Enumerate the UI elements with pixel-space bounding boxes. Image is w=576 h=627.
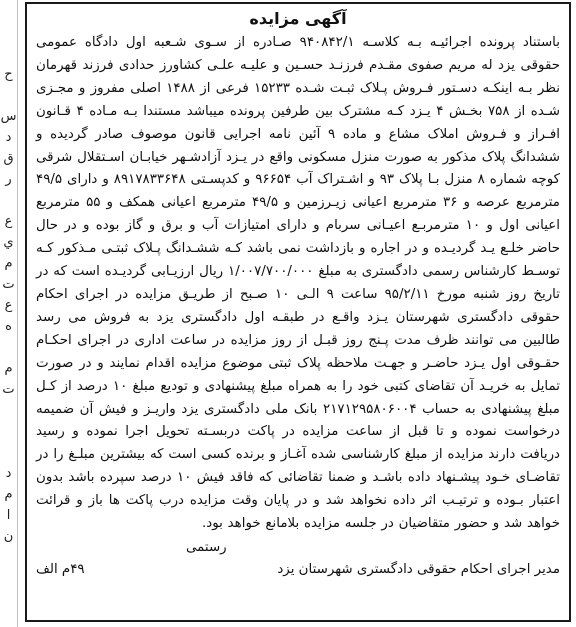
auction-notice [25,2,571,622]
gutter-char: ت [2,277,15,292]
signatory-name-row [36,537,560,560]
reference-code: ۴۹م الف [36,562,85,578]
gutter-char: م [4,487,13,502]
notice-footer [36,537,560,582]
gutter-char: ا [6,508,11,523]
gutter-char: د [5,130,12,145]
signatory-name: رستمی [186,539,227,555]
gutter-char: ي [3,235,14,250]
gutter-char [0,421,17,442]
gutter-char: ن [3,529,14,544]
gutter-char [0,442,17,463]
gutter-char [0,85,17,106]
gutter-char [0,337,17,358]
adjacent-column-edge [0,0,18,627]
gutter-char: ع [4,298,13,313]
notice-title: آگهی مزایده [249,9,347,28]
gutter-char: ح [4,67,13,82]
gutter-char: م [4,256,13,271]
gutter-char: ر [5,172,12,187]
gutter-char: س [0,109,17,124]
gutter-char [0,400,17,421]
signatory-title-row [36,559,560,582]
notice-body: باستناد پرونده اجرائیـه بـه کلاسـه ۹۴۰۸۴۲/۱ صـادره از سـوی شـعبه اول دادگاه عمومی حقوقی یزد له مریم صفوی مقـدم فرزنـد حسـین و علیـه علـی کشاورز حدادی فرزند قهرمان نظر بـه اینکـه دسـتور فـروش پـلاک ثبـت شـده ۱۵۲۳۳ فرعی از ۱۴۸۸ اصلی مفروز و مجـزی شـده از ۷۵۸ بخـش ۴ یـزد کـه مشترک بین طرفین پرونده میباشد مستندا بـه مـاده ۴ قـانون افـراز و فـروش املاک مشاع و ماده ۹ آئین نامه اجرایی قانون موصوف صادر گردیده و ششدانگ پلاک مذکور به صورت منزل مسکونی واقع در یـزد آزادشـهر خیابـان اسـتقلال شرقی کوچه شماره ۸ منزل بـا پلاک ۹۳ و اشـتراک آب ۹۶۶۵۴ و کدپسـتی ۸۹۱۷۸۳۳۶۴۸ و دارای ۴۹/۵ مترمربع عرصه و ۳۶ مترمربع اعیانی زیـرزمین و ۴۹/۵ مترمربع اعیانی همکف و ۵۵ مترمربع اعیانی اول و ۱۰ مترمربـع اعیـانی سربام و دارای امتیازات آب و برق و گاز بوده و در حال حاضر خلـع یـد گردیـده و در اجاره و بازداشت نمی باشد کـه ششـدانگ پـلاک ثبتـی مـذکور کـه توسـط کارشناس رسمی دادگستری به مبلغ ۱/۰۰۷/۷۰۰/۰۰۰ ریال ارزیـابی گردیـده است که در تاریخ روز شنبه مورخ ۹۵/۲/۱۱ ساعت ۹ الـی ۱۰ صـبح از طریـق مزایده در اجرای احکام حقوقی دادگستری شهرستان یـزد واقـع در طبقـه اول دادگستری یزد به فروش می رسد طالبین می توانند ظرف مدت پـنج روز قبـل از روز مزایده در ساعت اداری در اجرای احکـام حقـوقی اول یـزد حاضـر و جهـت ملاحظه پلاک ثبتی موضوع مزایده اقدام نمایند و در صورت تمایل به خریـد آن تقاضای کتبی خود را به همراه مبلغ پیشنهادی و تودیع مبلغ ۱۰ درصد از کـل مبلغ پیشنهادی به حساب ۲۱۷۱۲۹۵۸۰۶۰۰۴ بانک ملی دادگستری یزد واریـز و فیش آن ضمیمه درخواست نموده و تا قبل از ساعت مزایده در پاکت دربسـته تحویل اجرا نموده و رسید دریافت دارند مزایده از مبلغ کارشناسی شده آغـاز و برنده کسی است که بیشترین مبلـغ را در تقاضـای خـود پیشـنهاد داده باشـد و ضمنا تقاضائی که فاقد فیش ۱۰ درصد سپرده باشد بدون اعتبار بـوده و ترتیـب اثر داده نخواهد شد و در پایان وقت مزایده درب پاکت ها باز و قرائت خواهد شد و حضور متقاضیان در جلسه مزایده بلامانع خواهد بود. [36,35,561,532]
gutter-char: ت [2,382,15,397]
gutter-char: ق [3,151,14,166]
signatory-title: مدیر اجرای احکام حقوقی دادگستری شهرستان یزد [277,562,560,578]
gutter-char: ع [4,214,13,229]
gutter-char [0,190,17,211]
gutter-char: د [5,466,12,481]
gutter-char: م [4,361,13,376]
gutter-char: ه [5,319,12,334]
